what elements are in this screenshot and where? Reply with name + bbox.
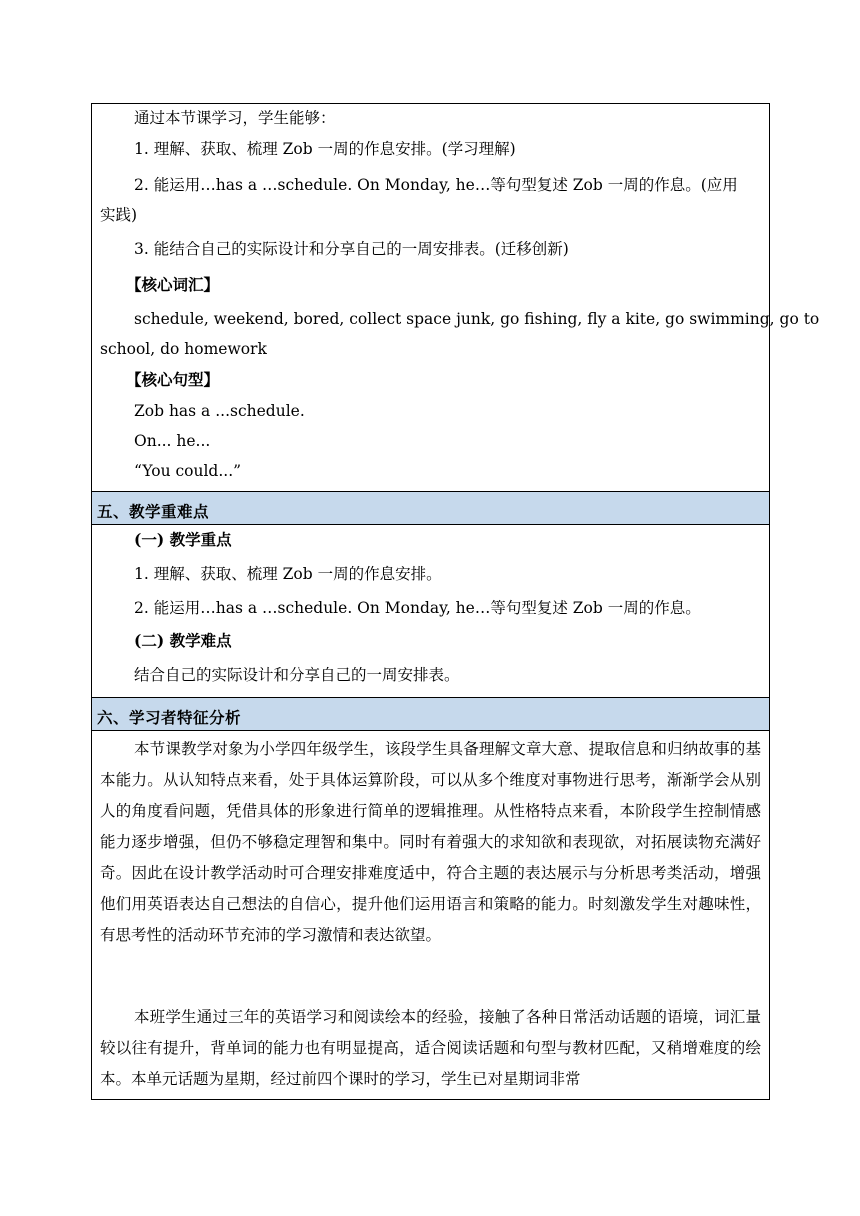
lesson-plan-table (91, 103, 820, 1100)
core-pattern-1: Zob has a ...schedule. (134, 402, 305, 420)
learner-analysis-paragraph-2: 本班学生通过三年的英语学习和阅读绘本的经验，接触了各种日常活动话题的语境，词汇量较以往有提升，背单词的能力也有明显提高，适合阅读话题和句型与教材匹配，又稍增难度的绘本。本单元话题为星期，经过前四个课时的学习，学生已对星期词非常 (100, 1008, 761, 1088)
core-vocabulary-line-2: school, do homework (100, 340, 267, 358)
key-points-section (92, 525, 769, 697)
key-point-2: 2. 能运用…has a …schedule. On Monday, he…等句型复述 Zob 一周的作息。 (134, 599, 701, 617)
core-vocabulary-heading: 【核心词汇】 (126, 275, 220, 294)
key-points-heading: (一) 教学重点 (134, 530, 232, 549)
difficult-points-heading: (二) 教学难点 (134, 631, 232, 650)
learner-analysis-section (92, 731, 769, 1101)
core-pattern-2: On... he... (134, 432, 211, 450)
core-vocabulary-line-1: schedule, weekend, bored, collect space junk, go fishing, fly a kite, go swimming, go to (134, 310, 820, 328)
difficult-point-1: 结合自己的实际设计和分享自己的一周安排表。 (134, 666, 460, 684)
key-point-1: 1. 理解、获取、梳理 Zob 一周的作息安排。 (134, 565, 442, 583)
objective-1: 1. 理解、获取、梳理 Zob 一周的作息安排。(学习理解) (134, 140, 516, 158)
core-pattern-3: “You could...” (134, 462, 242, 480)
core-pattern-heading: 【核心句型】 (126, 370, 220, 389)
learner-analysis-paragraph-1: 本节课教学对象为小学四年级学生，该段学生具备理解文章大意、提取信息和归纳故事的基本能力。从认知特点来看，处于具体运算阶段，可以从多个维度对事物进行思考，渐渐学会从别人的角度看问题，凭借具体的形象进行简单的逻辑推理。从性格特点来看，本阶段学生控制情感能力逐步增强，但仍不够稳定理智和集中。同时有着强大的求知欲和表现欲，对拓展读物充满好奇。因此在设计教学活动时可合理安排难度适中，符合主题的表达展示与分析思考类活动，增强他们用英语表达自己想法的自信心，提升他们运用语言和策略的能力。时刻激发学生对趣味性，有思考性的活动环节充沛的学习激情和表达欲望。 (100, 740, 761, 944)
objective-2-cont: 实践) (100, 206, 138, 224)
objectives-intro: 通过本节课学习，学生能够： (134, 109, 336, 127)
objectives-section (92, 104, 820, 491)
objective-2: 2. 能运用…has a …schedule. On Monday, he…等句型复述 Zob 一周的作息。(应用 (134, 176, 738, 194)
section-header-learner-analysis: 六、学习者特征分析 (92, 697, 769, 731)
objective-3: 3. 能结合自己的实际设计和分享自己的一周安排表。(迁移创新) (134, 240, 569, 258)
section-header-key-points: 五、教学重难点 (92, 491, 769, 525)
